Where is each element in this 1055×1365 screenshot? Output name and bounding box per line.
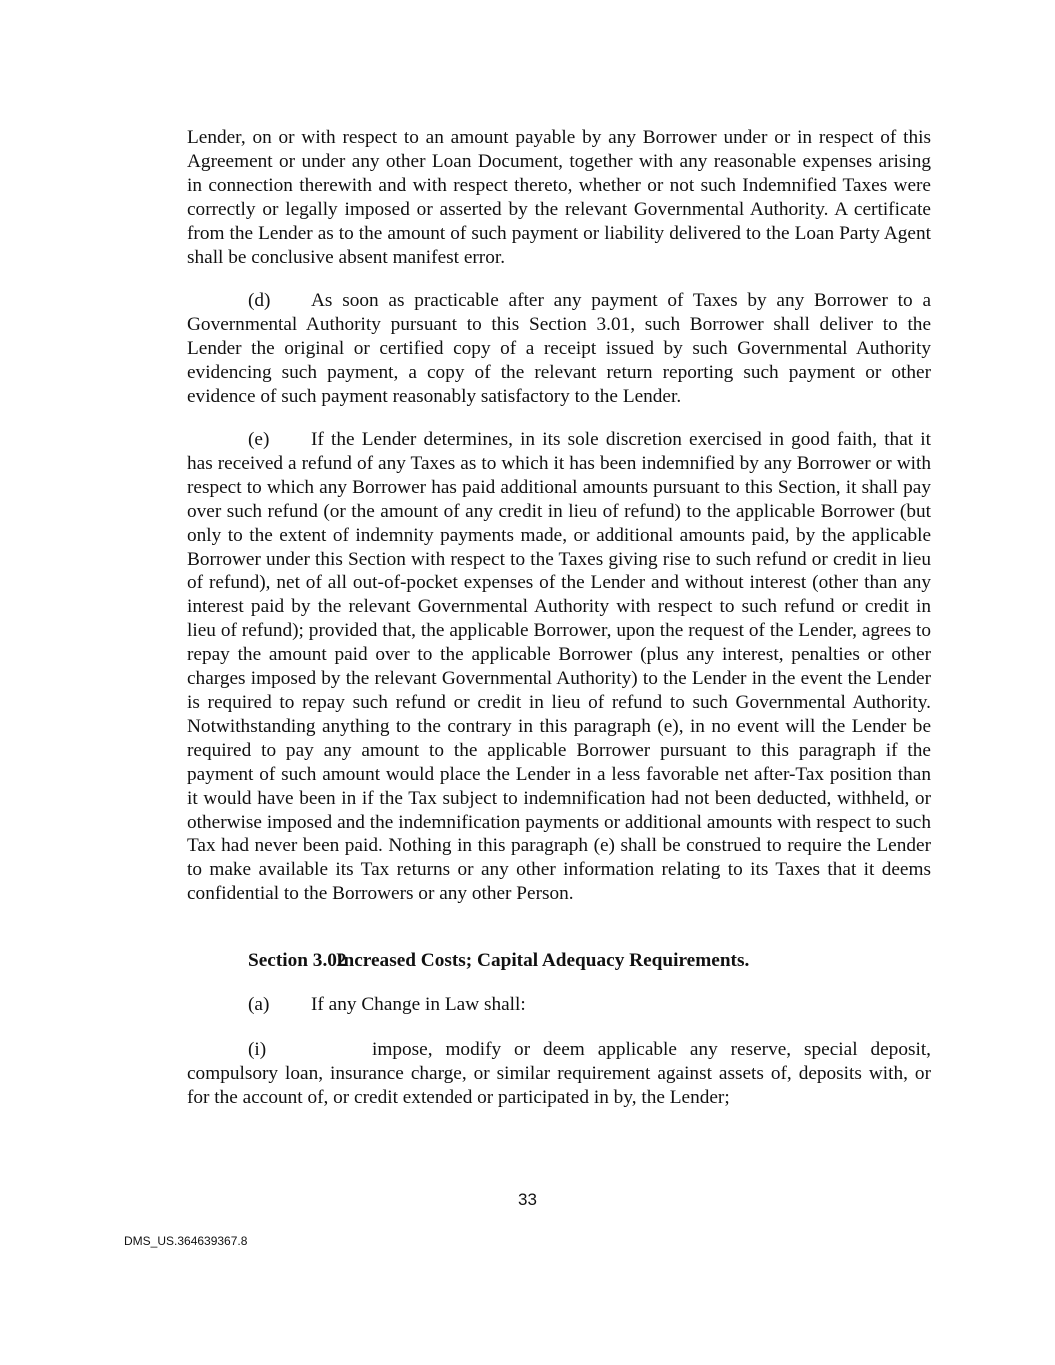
paragraph-a	[187, 993, 931, 1017]
paragraph-a-label: (a)	[248, 994, 270, 1015]
paragraph-d-text: As soon as practicable after any payment of Taxes by any Borrower to a Governmental Authority pursuant to this Section 3.01, such Borrower shall deliver to the Lender the original or certified copy of a receipt issued by such Governmental Authority evidencing such payment, a copy of the relevant return reporting such payment or other evidence of such payment reasonably satisfactory to the Lender.	[187, 290, 931, 407]
paragraph-d	[187, 289, 931, 409]
paragraph-i	[187, 1038, 931, 1110]
section-number: Section 3.02	[248, 950, 347, 971]
paragraph-i-text: impose, modify or deem applicable any reserve, special deposit, compulsory loan, insurance charge, or similar requirement against assets of, deposits with, or for the account of, or credit extended or participated in by, the Lender;	[187, 1039, 931, 1108]
section-title: Increased Costs; Capital Adequacy Requirements.	[336, 950, 750, 971]
section-heading	[248, 949, 749, 973]
paragraph-d-label: (d)	[248, 290, 271, 311]
page-number: 33	[518, 1190, 537, 1209]
paragraph-e-text: If the Lender determines, in its sole discretion exercised in good faith, that it has received a refund of any Taxes as to which it has been indemnified by any Borrower or with respect to which any Borrower has paid additional amounts pursuant to this Section, it shall pay over such refund (or the amount of any credit in lieu of refund) to the applicable Borrower (but only to the extent of indemnity payments made, or additional amounts paid, by the applicable Borrower under this Section with respect to the Taxes giving rise to such refund or credit in lieu of refund), net of all out-of-pocket expenses of the Lender and without interest (other than any interest paid by the relevant Governmental Authority with respect to such refund or credit in lieu of refund); provided that, the applicable Borrower, upon the request of the Lender, agrees to repay the amount paid over to the applicable Borrower (plus any interest, penalties or other charges imposed by the relevant Governmental Authority) to the Lender in the event the Lender is required to repay such refund or credit in lieu of refund to such Governmental Authority. Notwithstanding anything to the contrary in this paragraph (e), in no event will the Lender be required to pay any amount to the applicable Borrower pursuant to this paragraph if the payment of such amount would place the Lender in a less favorable net after-Tax position than it would have been in if the Tax subject to indemnification had not been deducted, withheld, or otherwise imposed and the indemnification payments or additional amounts with respect to such Tax had never been paid. Nothing in this paragraph (e) shall be construed to require the Lender to make available its Tax returns or any other information relating to its Taxes that it deems confidential to the Borrowers or any other Person.	[187, 429, 931, 905]
paragraph-a-text: If any Change in Law shall:	[311, 994, 526, 1015]
paragraph-e	[187, 428, 931, 906]
paragraph-e-label: (e)	[248, 429, 270, 450]
paragraph-i-label: (i)	[248, 1039, 267, 1060]
document-id: DMS_US.364639367.8	[124, 1234, 248, 1248]
paragraph-continuation: Lender, on or with respect to an amount payable by any Borrower under or in respect of this Agreement or under any other Loan Document, together with any reasonable expenses arising in connection therewith and with respect thereto, whether or not such Indemnified Taxes were correctly or legally imposed or asserted by the relevant Governmental Authority. A certificate from the Lender as to the amount of such payment or liability delivered to the Loan Party Agent shall be conclusive absent manifest error.	[187, 127, 931, 268]
